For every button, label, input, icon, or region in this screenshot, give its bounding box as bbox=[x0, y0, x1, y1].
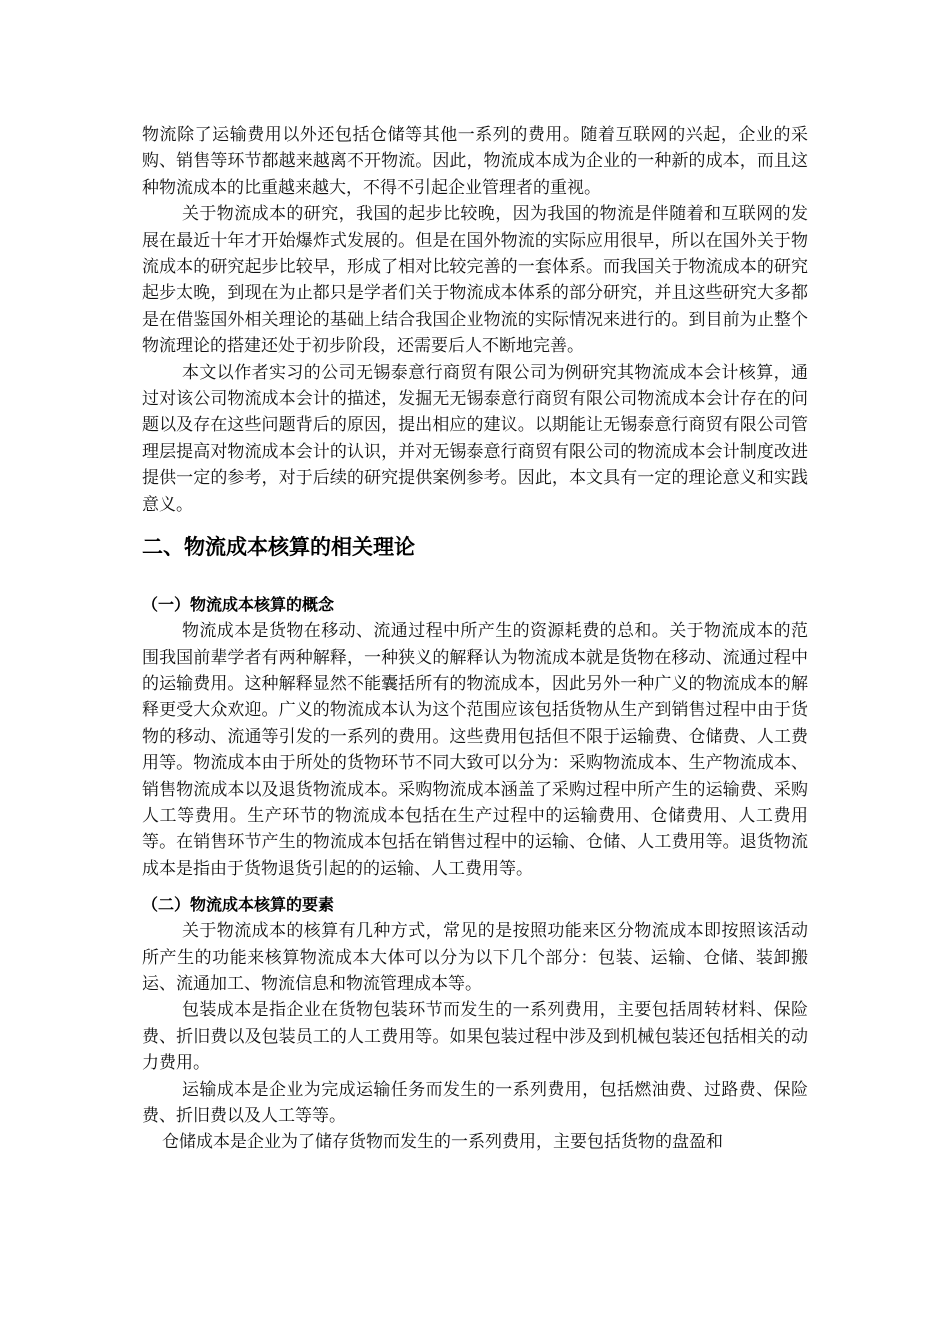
body-paragraph: 本文以作者实习的公司无锡泰意行商贸有限公司为例研究其物流成本会计核算，通过对该公司物流成本会计的描述，发掘无无锡泰意行商贸有限公司物流成本会计存在的问题以及存在这些问题背后的原因，提出相应的建议。以期能让无锡泰意行商贸有限公司管理层提高对物流成本会计的认识，并对无锡泰意行商贸有限公司的物流成本会计制度改进提供一定的参考，对于后续的研究提供案例参考。因此，本文具有一定的理论意义和实践意义。 bbox=[142, 362, 808, 515]
body-paragraph: 包装成本是指企业在货物包装环节而发生的一系列费用，主要包括周转材料、保险费、折旧费以及包装员工的人工费用等。如果包装过程中涉及到机械包装还包括相关的动力费用。 bbox=[142, 1000, 808, 1074]
body-paragraph: 关于物流成本的核算有几种方式，常见的是按照功能来区分物流成本即按照该活动所产生的功能来核算物流成本大体可以分为以下几个部分：包装、运输、仓储、装卸搬运、流通加工、物流信息和物流管理成本等。 bbox=[142, 921, 808, 994]
subsection-heading: （二）物流成本核算的要素 bbox=[142, 895, 335, 915]
body-paragraph: 物流成本是货物在移动、流通过程中所产生的资源耗费的总和。关于物流成本的范围我国前辈学者有两种解释，一种狭义的解释认为物流成本就是货物在移动、流通过程中的运输费用。这种解释显然不能囊括所有的物流成本，因此另外一种广义的物流成本的解释更受大众欢迎。广义的物流成本认为这个范围应该包括货物从生产到销售过程中由于货物的移动、流通等引发的一系列的费用。这些费用包括但不限于运输费、仓储费、人工费用等。物流成本由于所处的货物环节不同大致可以分为：采购物流成本、生产物流成本、销售物流成本以及退货物流成本。采购物流成本涵盖了采购过程中所产生的运输费、采购人工等费用。生产环节的物流成本包括在生产过程中的运输费用、仓储费用、人工费用等。在销售环节产生的物流成本包括在销售过程中的运输、仓储、人工费用等。退货物流成本是指由于货物退货引起的的运输、人工费用等。 bbox=[142, 621, 808, 879]
section-heading: 二、物流成本核算的相关理论 bbox=[142, 535, 415, 560]
body-paragraph: 仓储成本是企业为了储存货物而发生的一系列费用，主要包括货物的盘盈和 bbox=[162, 1132, 723, 1153]
body-paragraph: 物流除了运输费用以外还包括仓储等其他一系列的费用。随着互联网的兴起，企业的采购、销售等环节都越来越离不开物流。因此，物流成本成为企业的一种新的成本，而且这种物流成本的比重越来越大，不得不引起企业管理者的重视。 bbox=[142, 125, 808, 198]
body-paragraph: 运输成本是企业为完成运输任务而发生的一系列费用，包括燃油费、过路费、保险费、折旧费以及人工等等。 bbox=[142, 1079, 808, 1126]
body-paragraph: 关于物流成本的研究，我国的起步比较晚，因为我国的物流是伴随着和互联网的发展在最近十年才开始爆炸式发展的。但是在国外物流的实际应用很早，所以在国外关于物流成本的研究起步比较早，形成了相对比较完善的一套体系。而我国关于物流成本的研究起步太晚，到现在为止都只是学者们关于物流成本体系的部分研究，并且这些研究大多都是在借鉴国外相关理论的基础上结合我国企业物流的实际情况来进行的。到目前为止整个物流理论的搭建还处于初步阶段，还需要后人不断地完善。 bbox=[142, 204, 808, 357]
document-page bbox=[142, 122, 808, 1156]
subsection-heading: （一）物流成本核算的概念 bbox=[142, 595, 335, 615]
